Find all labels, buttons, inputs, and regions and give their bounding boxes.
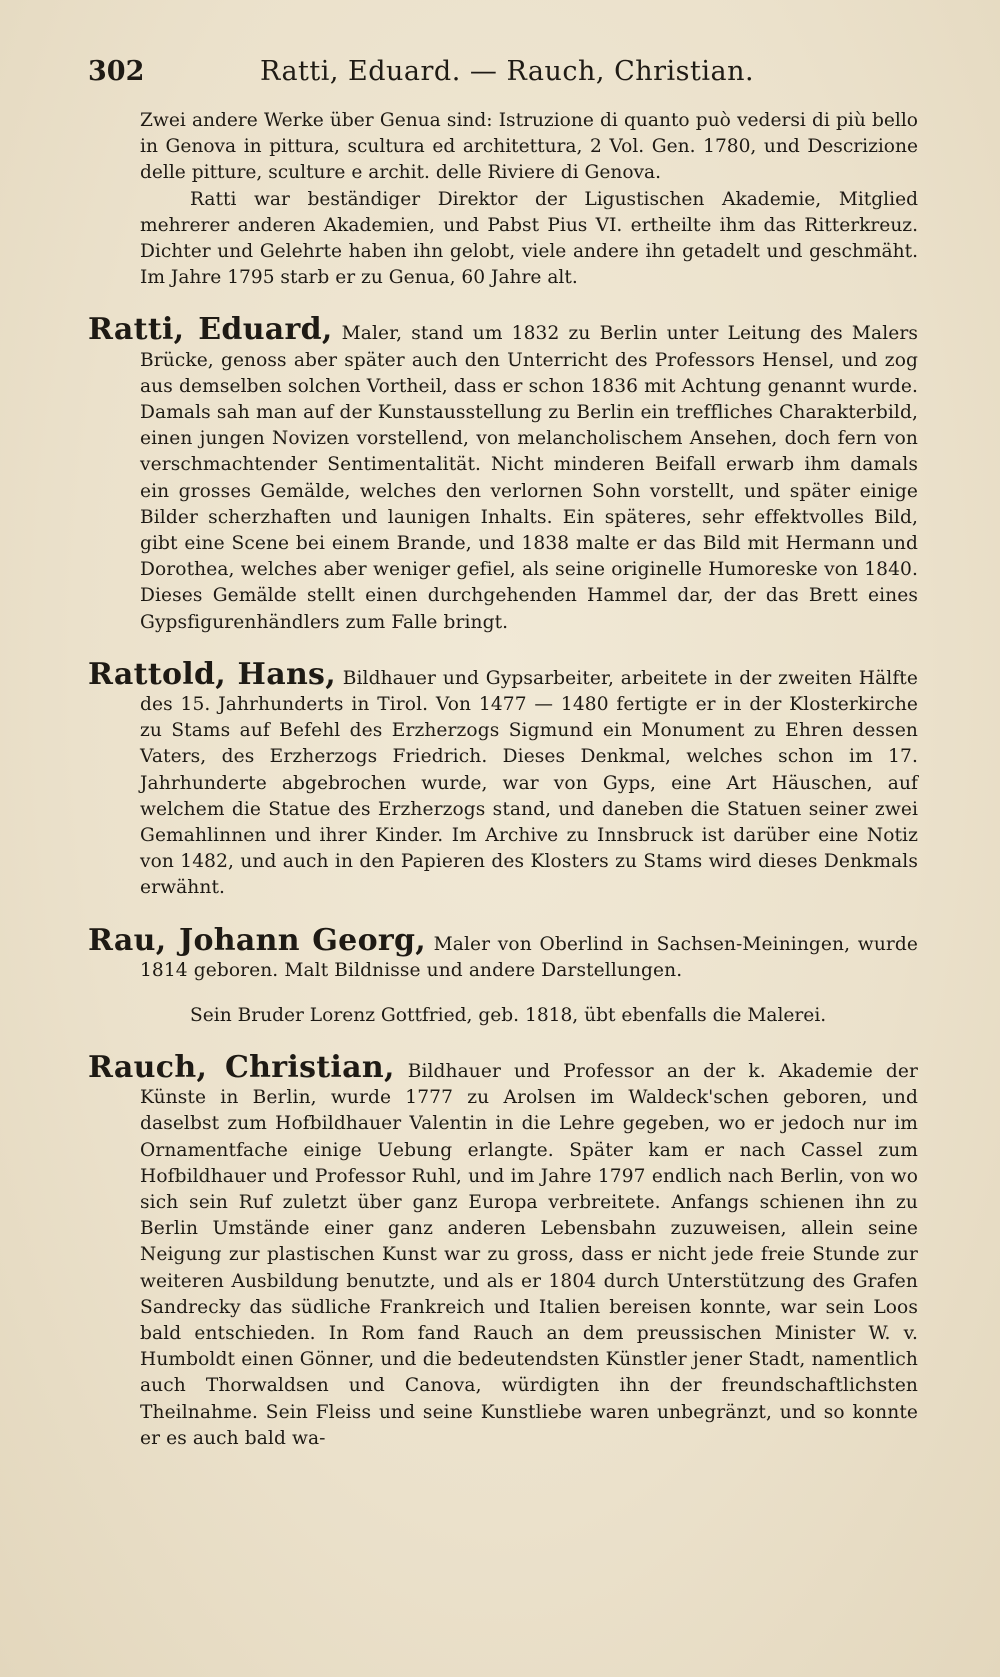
intro-paragraph: Zwei andere Werke über Genua sind: Istruzione di quanto può vedersi di più bello in Genova in pittura, scultura ed architettura, 2 Vol. Gen. 1780, und Descrizione delle pitture, sculture e archit. delle Riviere di Genova. — [140, 110, 918, 184]
page-number: 302 — [88, 56, 145, 87]
entry-text: Maler, stand um 1832 zu Berlin unter Leitung des Malers Brücke, genoss aber später auch den Unterricht des Professors Hensel, und zog aus demselben solchen Vortheil, dass er schon 1836 mit Achtung genannt wurde. Damals sah man auf der Kunstausstellung zu Berlin ein treffliches Charakterbild, einen jungen Novizen vorstellend, von melancholischem Ansehen, doch fern von verschmachtender Sentimentalität. Nicht minderen Beifall erwarb ihm damals ein grosses Gemälde, welches den verlornen Sohn vorstellt, und später einige Bilder scherzhaften und launigen Inhalts. Ein späteres, sehr effektvolles Bild, gibt eine Scene bei einem Brande, und 1838 malte er das Bild mit Hermann und Dorothea, welches aber weniger gefiel, als seine originelle Humoreske von 1840. Dieses Gemälde stellt einen durchgehenden Hammel dar, der das Brett eines Gypsfigurenhändlers zum Falle bringt. — [140, 323, 918, 633]
intro-paragraph: Ratti war beständiger Direktor der Ligustischen Akademie, Mitglied mehrerer anderen Akademien, und Pabst Pius VI. ertheilte ihm das Ritterkreuz. Dichter und Gelehrte haben ihn gelobt, viele andere ihn getadelt und geschmäht. Im Jahre 1795 starb er zu Genua, 60 Jahre alt. — [140, 188, 918, 289]
entry-rattold-hans — [88, 656, 918, 902]
entry-name: Rauch, Christian, — [88, 1049, 395, 1085]
page-body — [88, 108, 918, 1471]
entry-name: Ratti, Eduard, — [88, 312, 333, 348]
entry-text: Maler von Oberlind in Sachsen-Meiningen, wurde 1814 geboren. Malt Bildnisse und andere Darstellungen. — [140, 933, 918, 981]
entry-text: Bildhauer und Gypsarbeiter, arbeitete in der zweiten Hälfte des 15. Jahrhunderts in Tirol. Von 1477 — 1480 fertigte er in der Klosterkirche zu Stams auf Befehl des Erzherzogs Sigmund ein Monument zu Ehren dessen Vaters, des Erzherzogs Friedrich. Dieses Denkmal, welches schon im 17. Jahrhunderte abgebrochen wurde, war von Gyps, eine Art Häuschen, auf welchem die Statue des Erzherzogs stand, und daneben die Statuen seiner zwei Gemahlinnen und ihrer Kinder. Im Archive zu Innsbruck ist darüber eine Notiz von 1482, und auch in den Papieren des Klosters zu Stams wird dieses Denkmals erwähnt. — [140, 667, 918, 899]
entry-name: Rattold, Hans, — [88, 656, 336, 692]
entry-subparagraph: Sein Bruder Lorenz Gottfried, geb. 1818, übt ebenfalls die Malerei. — [190, 1004, 827, 1026]
entry-name: Rau, Johann Georg, — [88, 922, 427, 958]
entry-text: Bildhauer und Professor an der k. Akademie der Künste in Berlin, wurde 1777 zu Arolsen im Waldeck'schen geboren, und daselbst zum Hofbildhauer Valentin in die Lehre gegeben, wo er jedoch nur im Ornamentfache einige Uebung erlangte. Später kam er nach Cassel zum Hofbildhauer und Professor Ruhl, und im Jahre 1797 endlich nach Berlin, von wo sich sein Ruf zuletzt über ganz Europa verbreitete. Anfangs schienen ihn zu Berlin Umstände einer ganz anderen Lebensbahn zuzuweisen, allein seine Neigung zur plastischen Kunst war zu gross, dass er nicht jede freie Stunde zur weiteren Ausbildung benutzte, und als er 1804 durch Unterstützung des Grafen Sandrecky das südliche Frankreich und Italien bereisen konnte, war sein Loos bald entschieden. In Rom fand Rauch an dem preussischen Minister W. v. Humboldt einen Gönner, und die bedeutendsten Künstler jener Stadt, namentlich auch Thorwaldsen und Canova, würdigten ihn der freundschaftlichsten Theilnahme. Sein Fleiss und seine Kunstliebe waren unbegränzt, und so konnte er es auch bald wa- — [140, 1060, 918, 1449]
page-header — [88, 56, 918, 96]
running-title: Ratti, Eduard. — Rauch, Christian. — [260, 56, 755, 87]
entry-ratti-eduard — [88, 312, 918, 635]
entry-rauch-christian — [88, 1049, 918, 1452]
entry-rau-johann-georg — [88, 922, 918, 984]
